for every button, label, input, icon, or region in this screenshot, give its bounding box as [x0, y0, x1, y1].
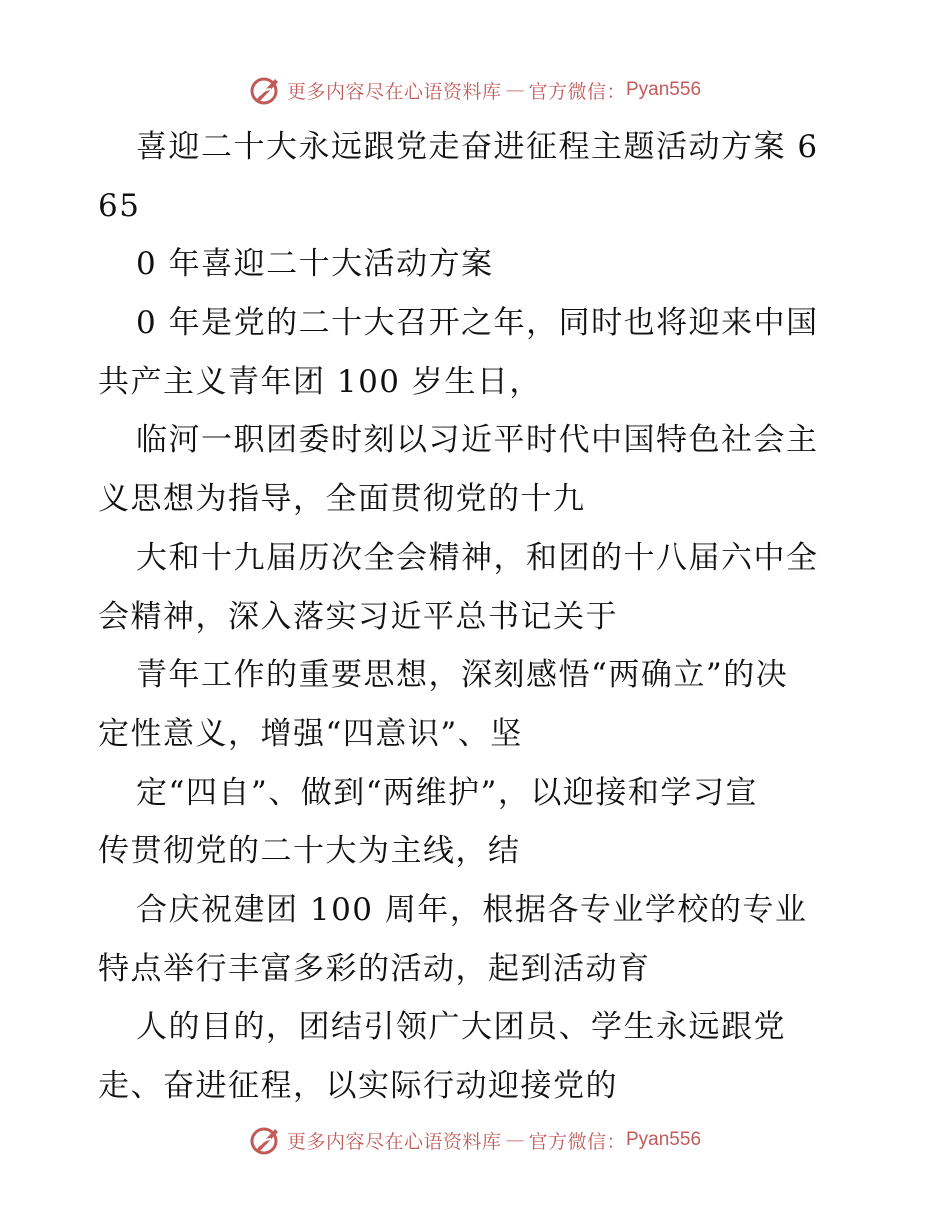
- quill-logo-icon: [249, 1123, 283, 1157]
- watermark-id: Pyan556: [626, 1129, 702, 1150]
- text-line: 喜迎二十大永远跟党走奋进征程主题活动方案 6: [136, 129, 819, 165]
- watermark-text: 更多内容尽在心语资料库: [286, 1130, 502, 1153]
- text-line: 定性意义，增强“四意识”、坚: [98, 715, 523, 752]
- text-line: 临河一职团委时刻以习近平时代中国特色社会主: [136, 422, 819, 459]
- document-body: [98, 118, 858, 1116]
- text-line: 0 年是党的二十大召开之年，同时也将迎来中国: [136, 305, 819, 342]
- text-line: 会精神，深入落实习近平总书记关于: [98, 598, 618, 635]
- text-line: 共产主义青年团 100 岁生日，: [98, 363, 542, 400]
- watermark-suffix: 官方微信：: [528, 1130, 626, 1153]
- text-line: 大和十九届历次全会精神，和团的十八届六中全: [136, 539, 819, 576]
- watermark-dash: —: [505, 79, 525, 101]
- text-line: 0 年喜迎二十大活动方案: [136, 246, 494, 283]
- text-line: 65: [98, 187, 141, 224]
- text-line: 合庆祝建团 100 周年，根据各专业学校的专业: [136, 891, 808, 928]
- watermark-text: 更多内容尽在心语资料库: [286, 80, 502, 103]
- text-line: 定“四自”、做到“两维护”，以迎接和学习宣: [136, 774, 758, 811]
- text-line: 青年工作的重要思想，深刻感悟“两确立”的决: [136, 657, 789, 694]
- text-line: 特点举行丰富多彩的活动，起到活动育: [98, 950, 651, 987]
- watermark-dash: —: [505, 1129, 525, 1151]
- footer-watermark: [0, 1120, 950, 1160]
- text-line: 走、奋进征程，以实际行动迎接党的: [98, 1068, 618, 1104]
- watermark-id: Pyan556: [626, 79, 702, 100]
- text-line: 人的目的，团结引领广大团员、学生永远跟党: [136, 1009, 786, 1046]
- text-line: 义思想为指导，全面贯彻党的十九: [98, 481, 586, 518]
- quill-logo-icon: [249, 73, 283, 107]
- header-watermark: [0, 70, 950, 110]
- text-line: 传贯彻党的二十大为主线，结: [98, 833, 521, 870]
- watermark-suffix: 官方微信：: [528, 80, 626, 103]
